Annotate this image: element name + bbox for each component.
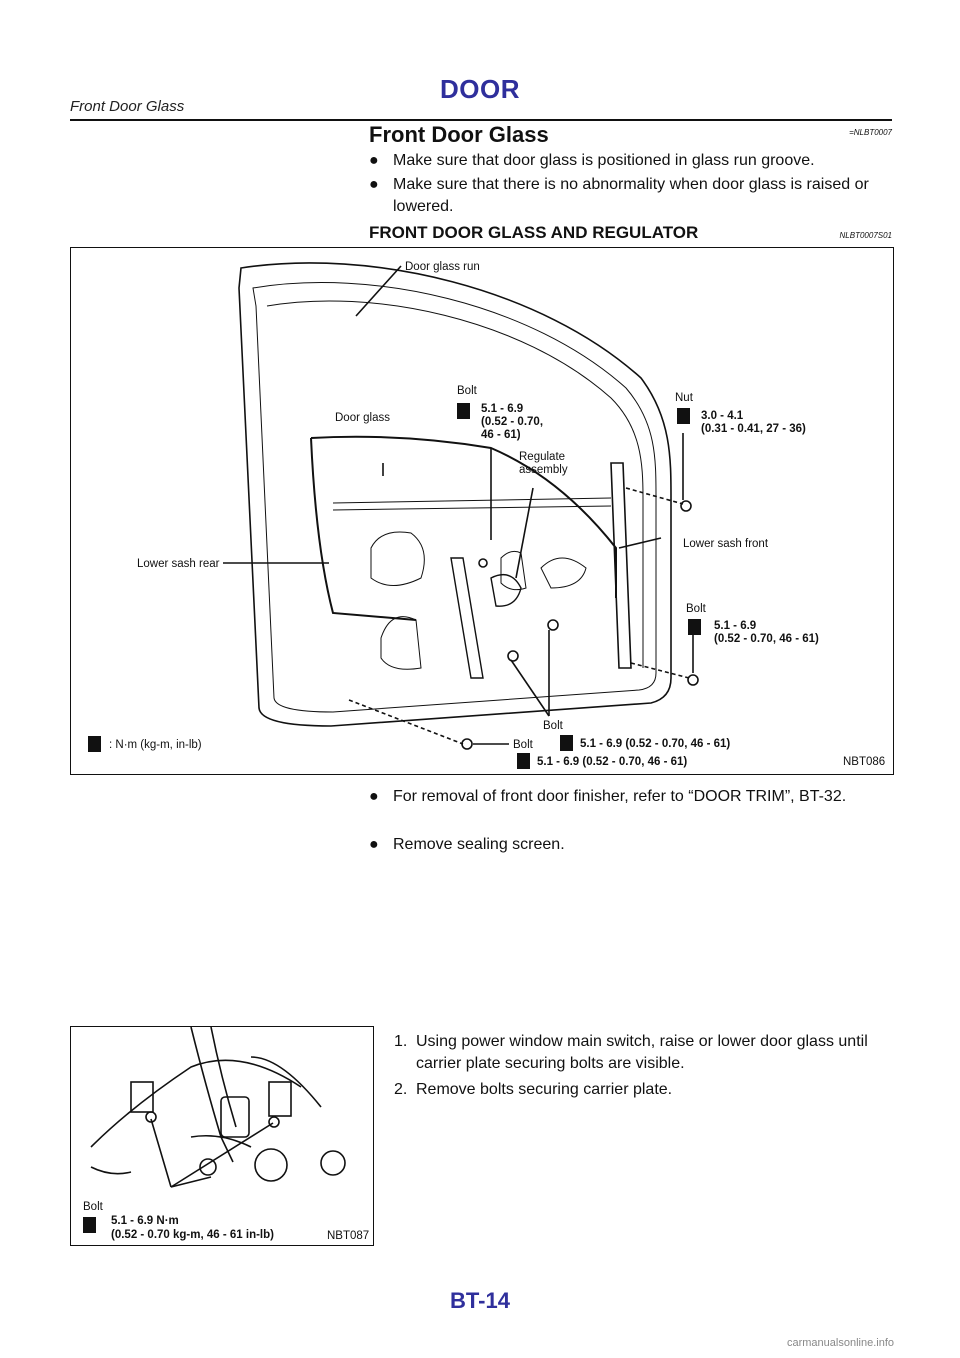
label-torque: (0.52 - 0.70, 46 - 61) [714, 633, 819, 645]
door-diagram [71, 248, 893, 774]
label-bolt: Bolt [83, 1201, 103, 1213]
figure-door-glass-regulator [70, 247, 894, 775]
figure-id: NBT086 [843, 756, 886, 768]
header-subtitle: Front Door Glass [70, 98, 185, 115]
watermark: carmanualsonline.info [786, 1337, 894, 1349]
bullet-item [369, 834, 893, 856]
step-text: Remove bolts securing carrier plate. [416, 1081, 673, 1098]
bullet-text: Remove sealing screen. [393, 836, 565, 853]
bullet-text: For removal of front door finisher, refer to “DOOR TRIM”, BT-32. [393, 788, 847, 805]
label-lower-sash-rear: Lower sash rear [137, 558, 220, 570]
label-torque: 5.1 - 6.9 (0.52 - 0.70, 46 - 61) [580, 738, 731, 750]
label-torque: (0.31 - 0.41, 27 - 36) [701, 423, 806, 435]
bullet-mark: ● [369, 788, 379, 805]
bullet-mark: ● [369, 176, 379, 193]
bullet-item [369, 150, 893, 172]
step-item [394, 1079, 892, 1101]
bullet-item [369, 786, 893, 808]
label-torque: (0.52 - 0.70 kg-m, 46 - 61 in-lb) [111, 1229, 274, 1241]
bullet-item [369, 174, 893, 218]
label-bolt: Bolt [513, 739, 533, 751]
subsection-title: FRONT DOOR GLASS AND REGULATOR [369, 223, 699, 242]
subsection-ref-code: NLBT0007S01 [839, 231, 892, 240]
bullet-mark: ● [369, 836, 379, 853]
step-text: Using power window main switch, raise or lower door glass until carrier plate securing bolts are visible. [416, 1033, 868, 1072]
bullet-text: Make sure that there is no abnormality when door glass is raised or lowered. [393, 176, 869, 215]
section-ref-code: =NLBT0007 [849, 128, 892, 137]
step-item [394, 1031, 892, 1075]
label-bolt: Bolt [686, 603, 706, 615]
label-torque: 5.1 - 6.9 N·m [111, 1215, 179, 1227]
step-number: 2. [394, 1081, 408, 1098]
label-torque: 5.1 - 6.9 [481, 403, 524, 415]
label-bolt: Bolt [543, 720, 563, 732]
label-torque: 3.0 - 4.1 [701, 410, 744, 422]
bullet-mark: ● [369, 152, 379, 169]
header-title: DOOR [440, 74, 520, 104]
label-nut: Nut [675, 392, 693, 404]
carrier-plate-photo [71, 1027, 373, 1245]
figure-id: NBT087 [327, 1230, 370, 1242]
page-number: BT-14 [450, 1288, 510, 1313]
figure-carrier-plate-bolts [70, 1026, 374, 1246]
label-torque: 46 - 61) [481, 429, 521, 441]
label-assembly: assembly [519, 464, 568, 476]
label-lower-sash-front: Lower sash front [683, 538, 769, 550]
label-door-glass: Door glass [335, 412, 390, 424]
label-legend: : N·m (kg-m, in-lb) [109, 739, 202, 751]
label-torque: 5.1 - 6.9 (0.52 - 0.70, 46 - 61) [537, 756, 688, 768]
label-torque: 5.1 - 6.9 [714, 620, 757, 632]
header-divider [70, 119, 892, 121]
label-bolt: Bolt [457, 385, 477, 397]
step-number: 1. [394, 1033, 408, 1050]
label-regulate: Regulate [519, 451, 566, 463]
label-door-glass-run: Door glass run [405, 261, 480, 273]
section-title: Front Door Glass [369, 122, 549, 147]
label-torque: (0.52 - 0.70, [481, 416, 544, 428]
bullet-text: Make sure that door glass is positioned in glass run groove. [393, 152, 815, 169]
